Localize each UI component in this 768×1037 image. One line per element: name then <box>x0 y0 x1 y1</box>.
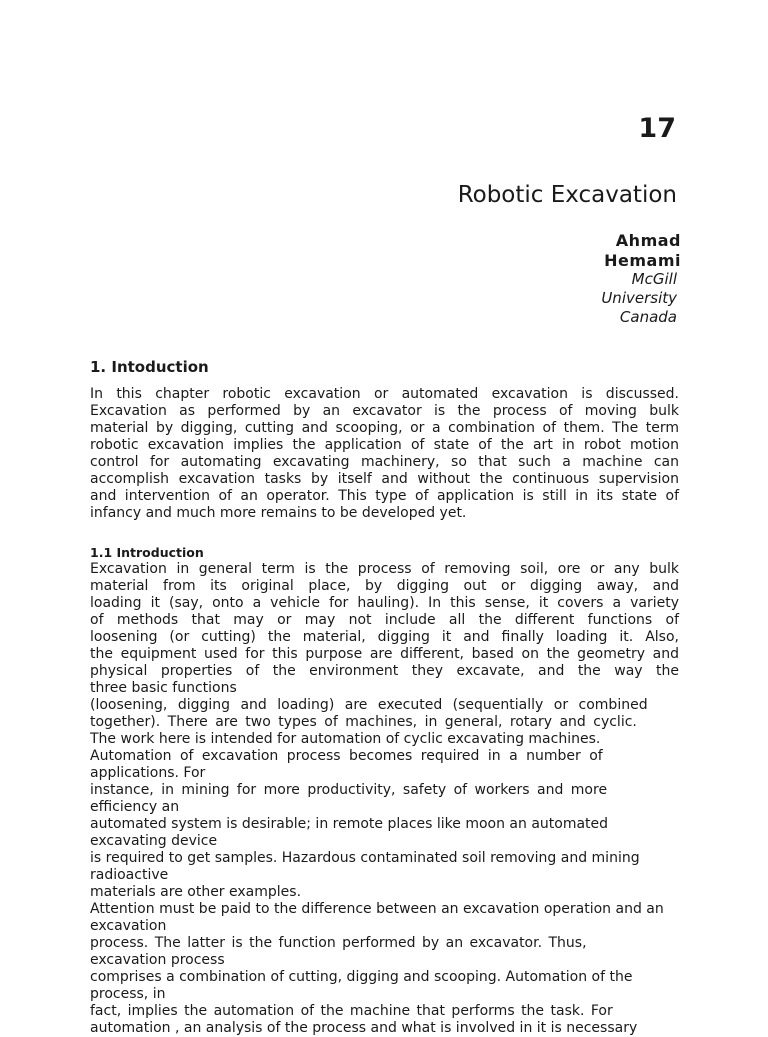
paragraph-line: applications. For <box>90 765 206 781</box>
affiliation-institution: McGill <box>631 270 677 288</box>
paragraph-line: Excavation as performed by an excavator is the process of moving bulk <box>90 403 679 419</box>
paragraph-line: process. The latter is the function performed by an excavator. Thus, <box>90 935 587 951</box>
paragraph-line: automation , an analysis of the process and what is involved in it is necessary <box>90 1020 638 1036</box>
paragraph-line: together). There are two types of machines, in general, rotary and cyclic. <box>90 714 637 730</box>
paragraph-line: fact, implies the automation of the machine that performs the task. For <box>90 1003 613 1019</box>
paragraph-line: infancy and much more remains to be developed yet. <box>90 505 467 521</box>
subsection-heading: 1.1 Introduction <box>90 545 204 560</box>
section-heading: 1. Intoduction <box>90 358 209 376</box>
paragraph-line: radioactive <box>90 867 169 883</box>
paragraph-line: Excavation in general term is the process of removing soil, ore or any bulk <box>90 561 679 577</box>
paragraph-line: loading it (say, onto a vehicle for hauling). In this sense, it covers a variety <box>90 595 679 611</box>
chapter-title: Robotic Excavation <box>457 182 677 208</box>
paragraph-line: automated system is desirable; in remote places like moon an automated <box>90 816 609 832</box>
paragraph-line: materials are other examples. <box>90 884 302 900</box>
author-name-last: Hemami <box>604 251 681 270</box>
paragraph-line: material by digging, cutting and scooping, or a combination of them. The term <box>90 420 679 436</box>
paragraph-line: comprises a combination of cutting, digging and scooping. Automation of the <box>90 969 633 985</box>
affiliation-country: Canada <box>619 308 677 326</box>
paragraph-line: physical properties of the environment they excavate, and the way the <box>90 663 679 679</box>
paragraph-line: material from its original place, by digging out or digging away, and <box>90 578 679 594</box>
paragraph-line: (loosening, digging and loading) are executed (sequentially or combined <box>90 697 648 713</box>
chapter-number: 17 <box>638 113 676 144</box>
paragraph-line: and intervention of an operator. This type of application is still in its state of <box>90 488 679 504</box>
paragraph-line: excavating device <box>90 833 218 849</box>
paragraph-line: is required to get samples. Hazardous contaminated soil removing and mining <box>90 850 640 866</box>
paragraph-line: excavation <box>90 918 167 934</box>
paragraph-line: efficiency an <box>90 799 180 815</box>
affiliation-university: University <box>601 289 677 307</box>
paragraph-line: robotic excavation implies the application of state of the art in robot motion <box>90 437 679 453</box>
paragraph-line: process, in <box>90 986 166 1002</box>
paragraph-line: excavation process <box>90 952 225 968</box>
paragraph-line: the equipment used for this purpose are different, based on the geometry and <box>90 646 679 662</box>
paragraph-line: accomplish excavation tasks by itself and without the continuous supervision <box>90 471 679 487</box>
paragraph-line: In this chapter robotic excavation or automated excavation is discussed. <box>90 386 679 402</box>
paragraph-line: Automation of excavation process becomes required in a number of <box>90 748 603 764</box>
paragraph-line: of methods that may or may not include all the different functions of <box>90 612 679 628</box>
paragraph-line: Attention must be paid to the difference between an excavation operation and an <box>90 901 664 917</box>
author-name-first: Ahmad <box>615 231 681 250</box>
subsection-paragraph-justified <box>90 561 679 680</box>
paragraph-line: The work here is intended for automation of cyclic excavating machines. <box>90 731 601 747</box>
paragraph-line: three basic functions <box>90 680 237 696</box>
subsection-paragraph-ragged <box>90 680 679 1037</box>
paragraph-line: loosening (or cutting) the material, digging it and finally loading it. Also, <box>90 629 679 645</box>
paragraph-line: control for automating excavating machinery, so that such a machine can <box>90 454 679 470</box>
intro-paragraph <box>90 386 679 522</box>
paragraph-line: instance, in mining for more productivity, safety of workers and more <box>90 782 608 798</box>
